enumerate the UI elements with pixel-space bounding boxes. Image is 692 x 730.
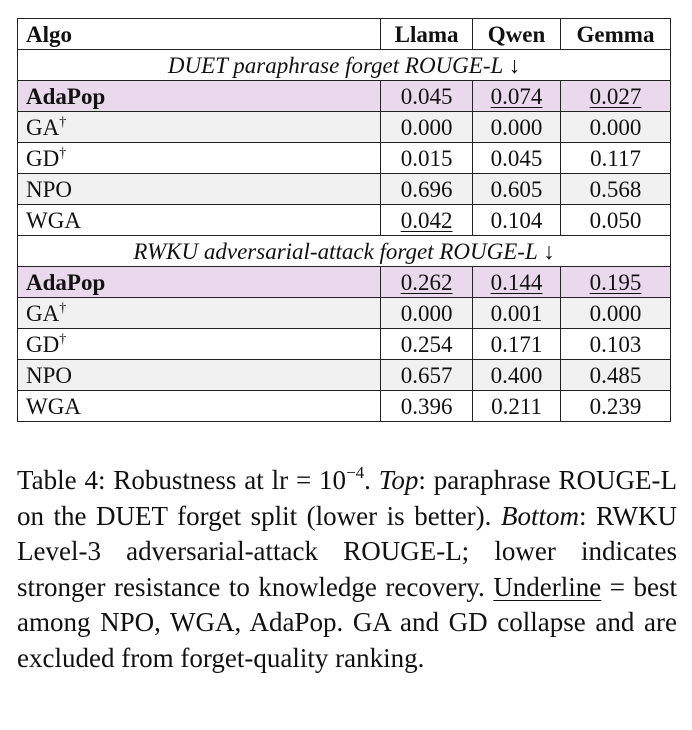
value-llama: 0.262 (400, 269, 453, 295)
value-cell-llama (381, 143, 473, 174)
algo-cell (18, 143, 381, 174)
algo-name: AdaPop (26, 269, 106, 295)
value-cell-qwen (473, 391, 561, 422)
algo-cell (18, 298, 381, 329)
algo-cell (18, 81, 381, 112)
table-row (18, 205, 671, 236)
value-llama: 0.254 (400, 331, 453, 357)
value-cell-qwen (473, 298, 561, 329)
header-algo: Algo (18, 19, 381, 50)
table-row (18, 391, 671, 422)
value-qwen: 0.144 (490, 269, 543, 295)
value-gemma: 0.050 (589, 207, 642, 233)
table-row (18, 298, 671, 329)
dagger-mark: † (59, 114, 67, 130)
table-row (18, 112, 671, 143)
value-cell-llama (381, 174, 473, 205)
caption-label: Table 4: (17, 465, 106, 495)
value-cell-gemma (561, 205, 671, 236)
value-cell-gemma (561, 81, 671, 112)
section-title-row (18, 50, 671, 81)
value-cell-gemma (561, 143, 671, 174)
value-cell-qwen (473, 329, 561, 360)
value-cell-llama (381, 391, 473, 422)
algo-cell (18, 174, 381, 205)
value-cell-llama (381, 112, 473, 143)
value-qwen: 0.000 (490, 114, 543, 140)
dagger-mark: † (59, 300, 67, 316)
algo-name: WGA (26, 207, 81, 233)
value-llama: 0.696 (400, 176, 453, 202)
caption-top-text: : paraphrase ROUGE-L on the DUET forget split (lower is better). (17, 465, 677, 531)
algo-cell (18, 112, 381, 143)
table-row (18, 267, 671, 298)
caption-bottom-label: Bottom (500, 500, 579, 531)
value-llama: 0.000 (400, 300, 453, 326)
value-gemma: 0.568 (589, 176, 642, 202)
value-cell-gemma (561, 112, 671, 143)
caption-text-2: . (364, 465, 371, 495)
table-header-row (18, 19, 671, 50)
algo-cell (18, 391, 381, 422)
algo-cell (18, 329, 381, 360)
algo-name: GA (26, 114, 60, 140)
value-gemma: 0.000 (589, 300, 642, 326)
value-cell-qwen (473, 174, 561, 205)
value-llama: 0.396 (400, 393, 453, 419)
dagger-mark: † (59, 145, 67, 161)
value-cell-gemma (561, 174, 671, 205)
value-cell-gemma (561, 267, 671, 298)
value-gemma: 0.027 (589, 83, 642, 109)
algo-cell (18, 205, 381, 236)
value-llama: 0.042 (400, 207, 453, 233)
value-qwen: 0.171 (490, 331, 543, 357)
value-gemma: 0.195 (589, 269, 642, 295)
algo-name: WGA (26, 393, 81, 419)
algo-cell (18, 360, 381, 391)
value-qwen: 0.001 (490, 300, 543, 326)
value-llama: 0.015 (400, 145, 453, 171)
results-table (17, 18, 671, 422)
value-cell-llama (381, 205, 473, 236)
table-row (18, 329, 671, 360)
section-title-row (18, 236, 671, 267)
algo-name: NPO (26, 176, 73, 202)
value-qwen: 0.400 (490, 362, 543, 388)
value-cell-qwen (473, 360, 561, 391)
value-cell-llama (381, 81, 473, 112)
value-cell-llama (381, 298, 473, 329)
section-title: DUET paraphrase forget ROUGE-L ↓ (18, 50, 671, 81)
algo-name: AdaPop (26, 83, 106, 109)
value-cell-llama (381, 267, 473, 298)
value-cell-gemma (561, 329, 671, 360)
caption-underline-word: Underline (493, 571, 602, 602)
algo-cell (18, 267, 381, 298)
value-llama: 0.657 (400, 362, 453, 388)
header-llama: Llama (381, 19, 473, 50)
results-table-container (17, 18, 671, 422)
table-row (18, 360, 671, 391)
caption-top-label: Top (378, 465, 419, 495)
algo-name: GA (26, 300, 60, 326)
value-gemma: 0.485 (589, 362, 642, 388)
value-cell-gemma (561, 360, 671, 391)
value-gemma: 0.117 (590, 145, 641, 171)
table-row (18, 81, 671, 112)
algo-name: NPO (26, 362, 73, 388)
value-qwen: 0.211 (491, 393, 542, 419)
value-cell-gemma (561, 391, 671, 422)
value-cell-qwen (473, 112, 561, 143)
value-qwen: 0.605 (490, 176, 543, 202)
value-gemma: 0.000 (589, 114, 642, 140)
value-cell-qwen (473, 143, 561, 174)
table-row (18, 174, 671, 205)
value-qwen: 0.104 (490, 207, 543, 233)
value-llama: 0.045 (400, 83, 453, 109)
table-row (18, 143, 671, 174)
algo-name: GD (26, 145, 60, 171)
caption-underline-text: = best among NPO, WGA, AdaPop. GA and GD collapse and are excluded from forget-quality ranking. (17, 571, 677, 673)
value-gemma: 0.239 (589, 393, 642, 419)
value-cell-qwen (473, 267, 561, 298)
value-gemma: 0.103 (589, 331, 642, 357)
value-cell-llama (381, 329, 473, 360)
value-qwen: 0.074 (490, 83, 543, 109)
caption-text-1: Robustness at lr = 10 (113, 465, 347, 495)
value-cell-qwen (473, 205, 561, 236)
header-gemma: Gemma (561, 19, 671, 50)
algo-name: GD (26, 331, 60, 357)
dagger-mark: † (59, 331, 67, 347)
value-cell-llama (381, 360, 473, 391)
caption-bottom-text: : RWKU Level-3 adversarial-attack ROUGE-L; lower indicates stronger resistance to knowledge recovery. (17, 500, 677, 602)
header-qwen: Qwen (473, 19, 561, 50)
table-caption (17, 463, 677, 676)
table-body (18, 50, 671, 422)
caption-exponent: −4 (346, 463, 365, 482)
value-cell-qwen (473, 81, 561, 112)
value-qwen: 0.045 (490, 145, 543, 171)
value-llama: 0.000 (400, 114, 453, 140)
value-cell-gemma (561, 298, 671, 329)
section-title: RWKU adversarial-attack forget ROUGE-L ↓ (18, 236, 671, 267)
